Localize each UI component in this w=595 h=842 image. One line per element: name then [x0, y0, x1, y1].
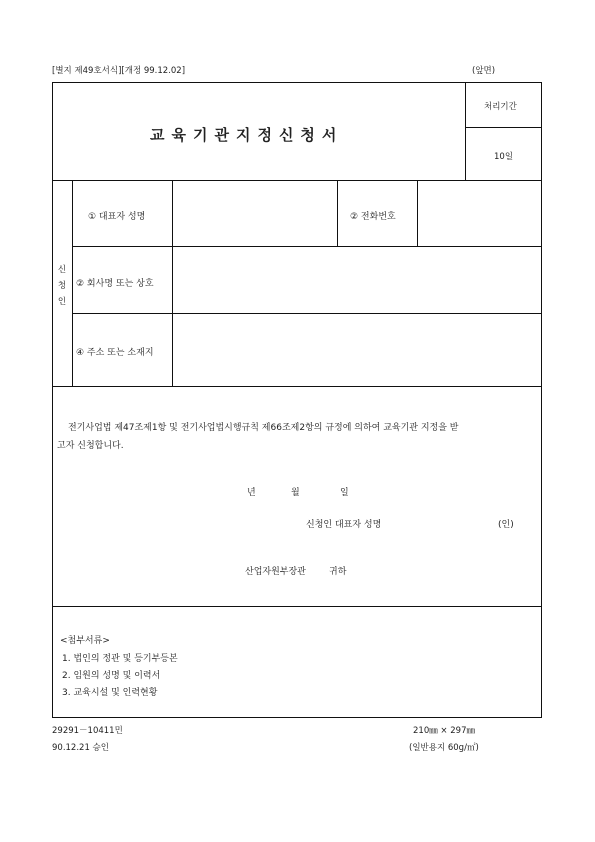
- seal-mark: (인): [498, 520, 514, 530]
- attachment-item: 2. 임원의 성명 및 이력서: [62, 671, 161, 681]
- company-name-label: ② 회사명 또는 상호: [76, 279, 154, 289]
- attachments-heading: <첨부서류>: [60, 636, 110, 646]
- address-label: ④ 주소 또는 소재지: [76, 348, 154, 358]
- form-number: 29291－10411민: [52, 726, 123, 736]
- attachment-item: 1. 법인의 정관 및 등기부등본: [62, 654, 178, 664]
- company-name-field[interactable]: [173, 247, 541, 312]
- recipient: 산업자원부장관: [245, 567, 306, 577]
- divider: [52, 606, 542, 607]
- processing-period-label: 처리기간: [484, 102, 517, 112]
- signer-label: 신청인 대표자 성명: [306, 520, 382, 530]
- form-frame: [52, 82, 542, 718]
- divider: [337, 180, 338, 246]
- paper-type: (일반용지 60g/㎡): [409, 743, 479, 753]
- form-code: [별지 제49호서식][개정 99.12.02]: [52, 66, 186, 76]
- date-year-label: 년: [247, 488, 256, 498]
- phone-number-field[interactable]: [418, 181, 541, 245]
- statement-line-2: 고자 신청합니다.: [57, 441, 124, 451]
- divider: [465, 83, 466, 180]
- paper-size: 210㎜ × 297㎜: [413, 726, 475, 736]
- applicant-section-label: 신 청 인: [57, 265, 67, 307]
- address-field[interactable]: [173, 314, 541, 385]
- date-day-label: 일: [340, 488, 349, 498]
- page-side-label: (앞면): [472, 66, 496, 76]
- phone-number-label: ② 전화번호: [350, 212, 396, 222]
- representative-name-field[interactable]: [173, 181, 336, 245]
- divider: [465, 127, 542, 128]
- attachment-item: 3. 교육시설 및 인력현황: [62, 688, 158, 698]
- divider: [52, 386, 542, 387]
- divider: [72, 180, 73, 386]
- processing-period-value: 10일: [494, 152, 514, 162]
- representative-name-label: ① 대표자 성명: [88, 212, 146, 222]
- approval-date: 90.12.21 승인: [52, 743, 109, 753]
- recipient-honorific: 귀하: [329, 567, 347, 577]
- date-month-label: 월: [291, 488, 300, 498]
- form-title: 교육기관지정신청서: [150, 126, 344, 144]
- statement-line-1: 전기사업법 제47조제1항 및 전기사업법시행규칙 제66조제2항의 규정에 의하여 교육기관 지정을 받: [68, 423, 459, 433]
